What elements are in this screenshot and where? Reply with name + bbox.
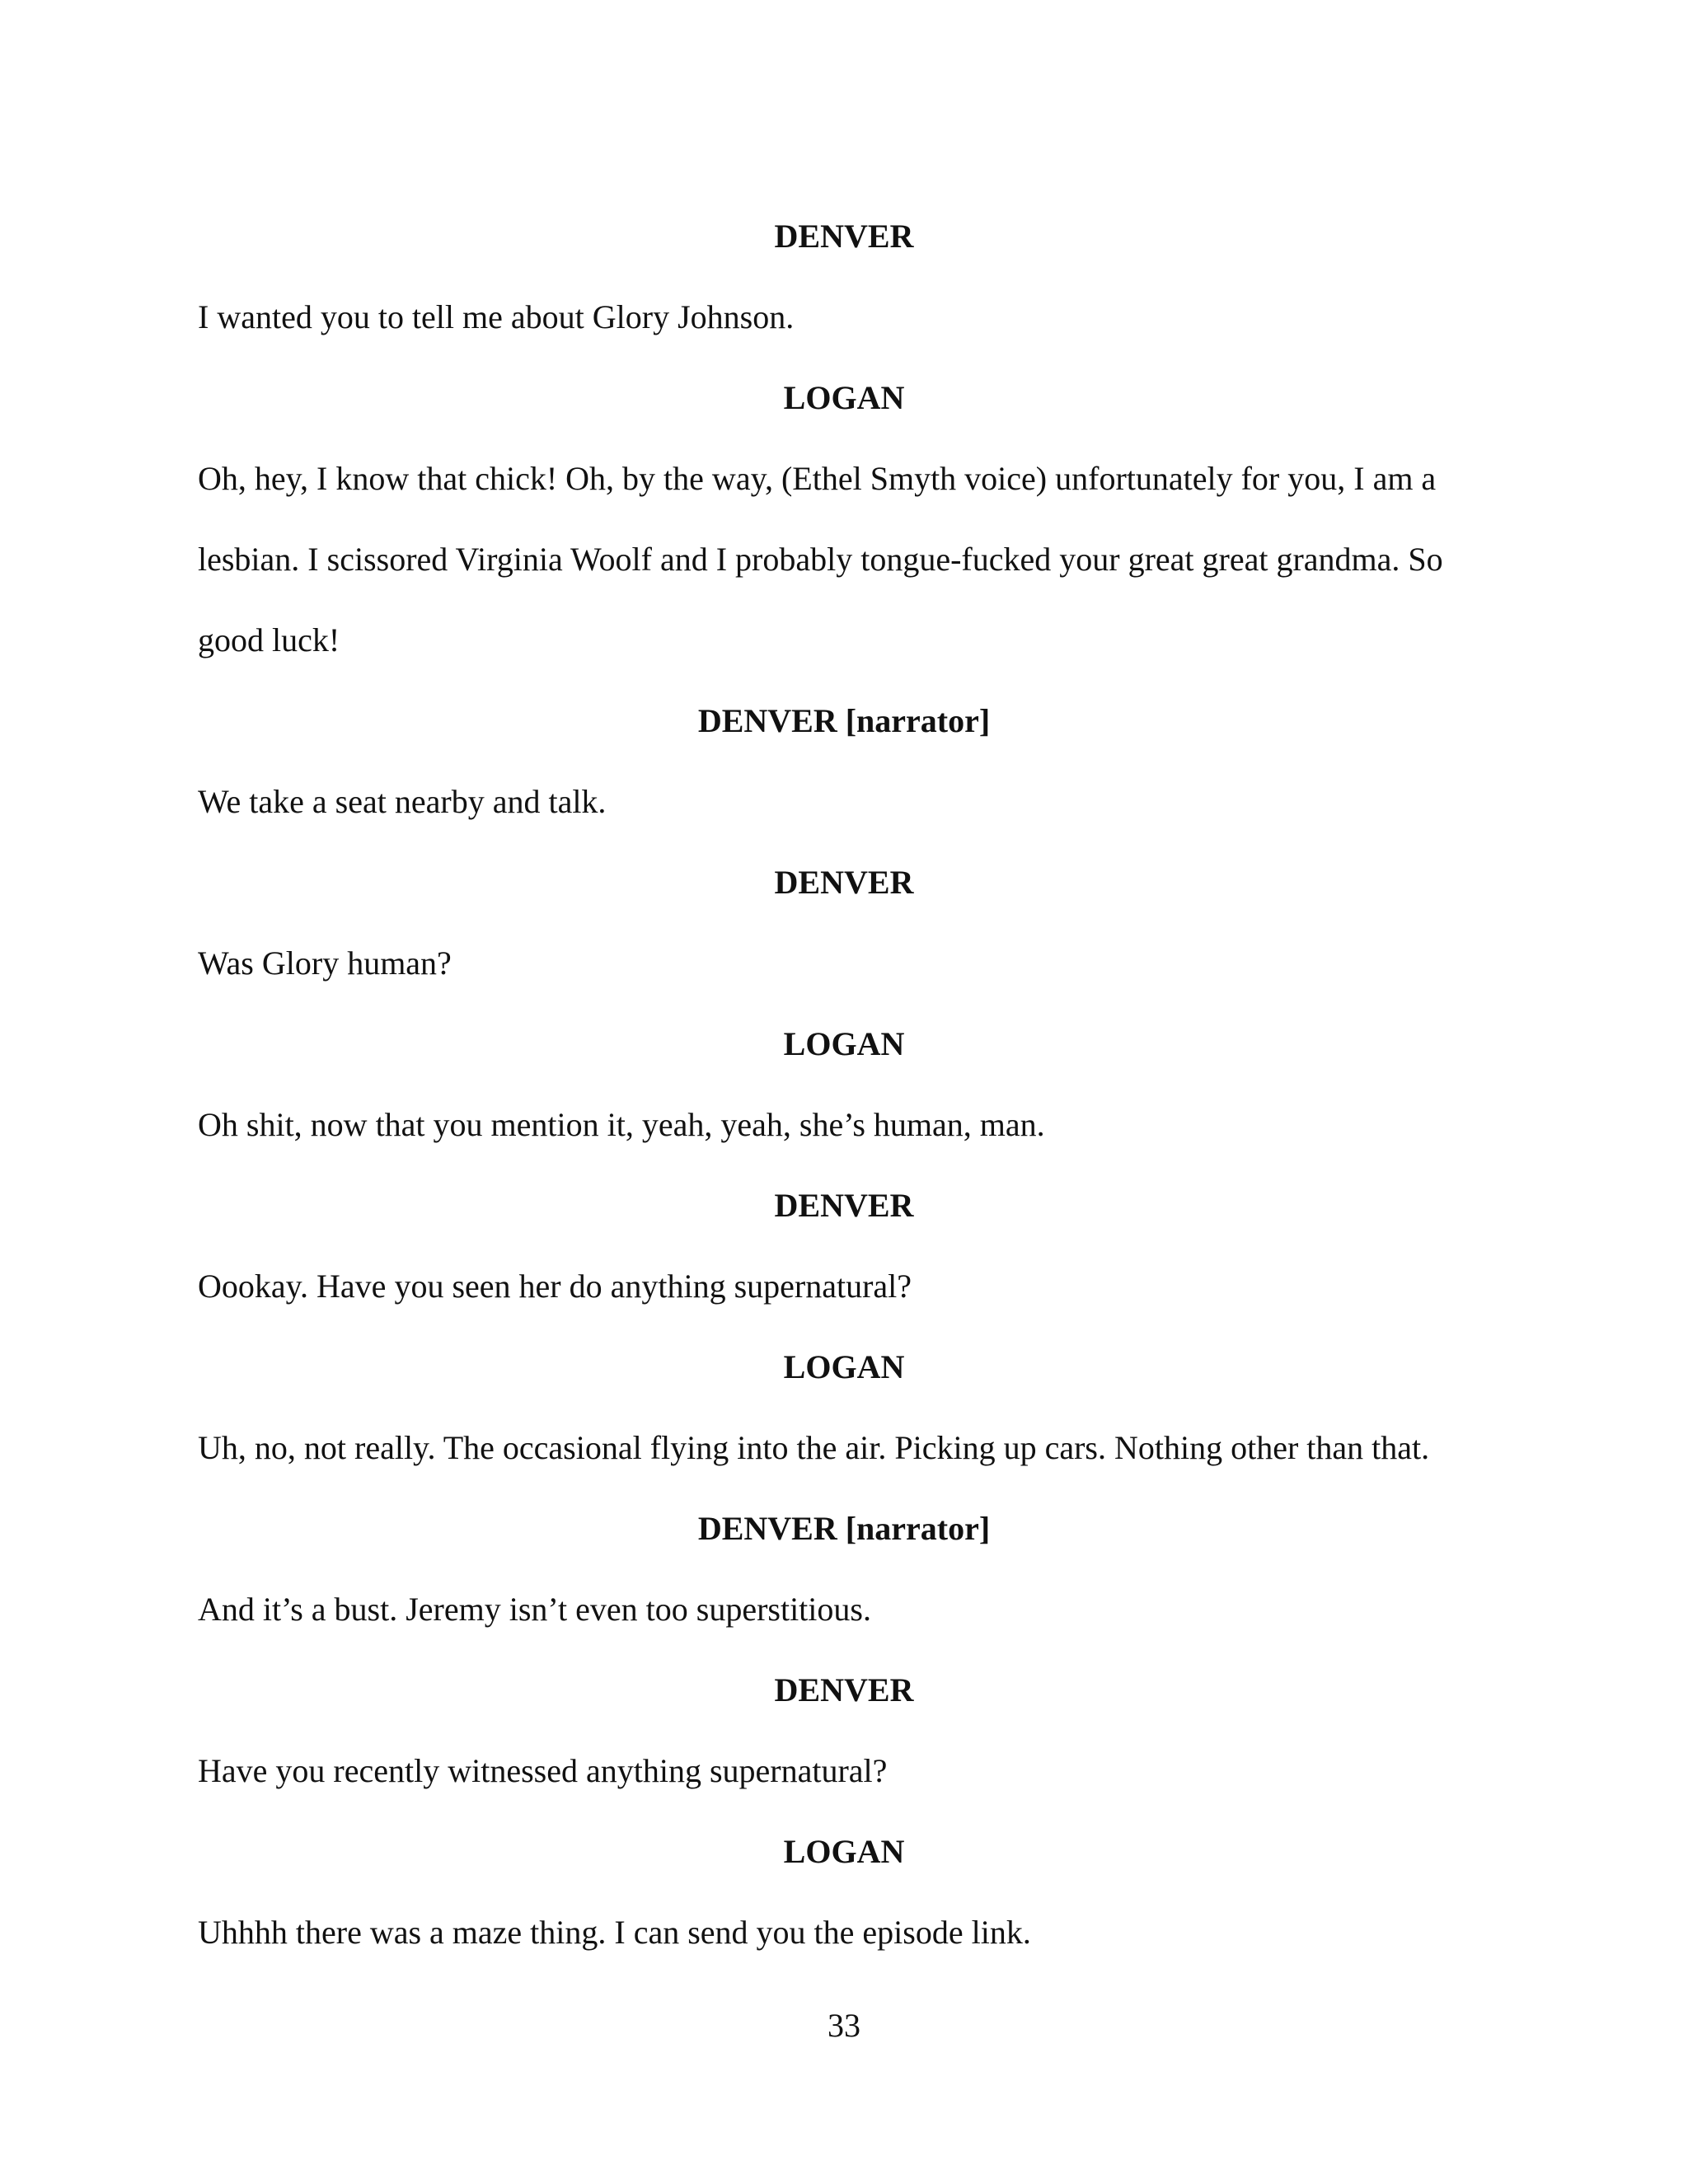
- dialogue-block: [198, 842, 1490, 1004]
- dialogue-block: [198, 1004, 1490, 1165]
- speaker-name: DENVER [narrator]: [697, 1510, 991, 1547]
- dialogue-block: [198, 681, 1490, 842]
- speaker-name: DENVER: [774, 1671, 914, 1708]
- speaker-name: DENVER: [774, 1187, 914, 1224]
- dialogue-block: [198, 1327, 1490, 1488]
- dialogue-text: Have you recently witnessed anything supernatural?: [198, 1752, 888, 1789]
- speaker-name: DENVER: [774, 218, 914, 255]
- dialogue-text: Was Glory human?: [198, 944, 452, 982]
- dialogue-block: [198, 1488, 1490, 1650]
- dialogue-block: [198, 196, 1490, 358]
- dialogue-text: Uh, no, not really. The occasional flying into the air. Picking up cars. Nothing other than that.: [198, 1429, 1430, 1466]
- dialogue-block: [198, 358, 1490, 681]
- speaker-name: LOGAN: [783, 1025, 905, 1062]
- dialogue-block: [198, 1165, 1490, 1327]
- dialogue-text: We take a seat nearby and talk.: [198, 783, 607, 820]
- dialogue-text: Uhhhh there was a maze thing. I can send you the episode link.: [198, 1914, 1031, 1951]
- speaker-name: LOGAN: [783, 1833, 905, 1870]
- speaker-name: DENVER [narrator]: [697, 702, 991, 739]
- script-body: [198, 196, 1490, 1973]
- dialogue-text: And it’s a bust. Jeremy isn’t even too superstitious.: [198, 1591, 871, 1628]
- dialogue-block: [198, 1811, 1490, 1973]
- speaker-name: DENVER: [774, 864, 914, 901]
- dialogue-text: I wanted you to tell me about Glory Johnson.: [198, 298, 795, 335]
- page-number: 33: [828, 2007, 860, 2044]
- dialogue-text: Oh, hey, I know that chick! Oh, by the way, (Ethel Smyth voice) unfortunately for you, I am a lesbian. I scissored Virginia Woolf and I probably tongue-fucked your great great grandma. So good luck!: [198, 460, 1443, 658]
- dialogue-text: Oookay. Have you seen her do anything supernatural?: [198, 1268, 912, 1305]
- dialogue-block: [198, 1650, 1490, 1811]
- speaker-name: LOGAN: [783, 379, 905, 416]
- dialogue-text: Oh shit, now that you mention it, yeah, yeah, she’s human, man.: [198, 1106, 1045, 1143]
- speaker-name: LOGAN: [783, 1348, 905, 1385]
